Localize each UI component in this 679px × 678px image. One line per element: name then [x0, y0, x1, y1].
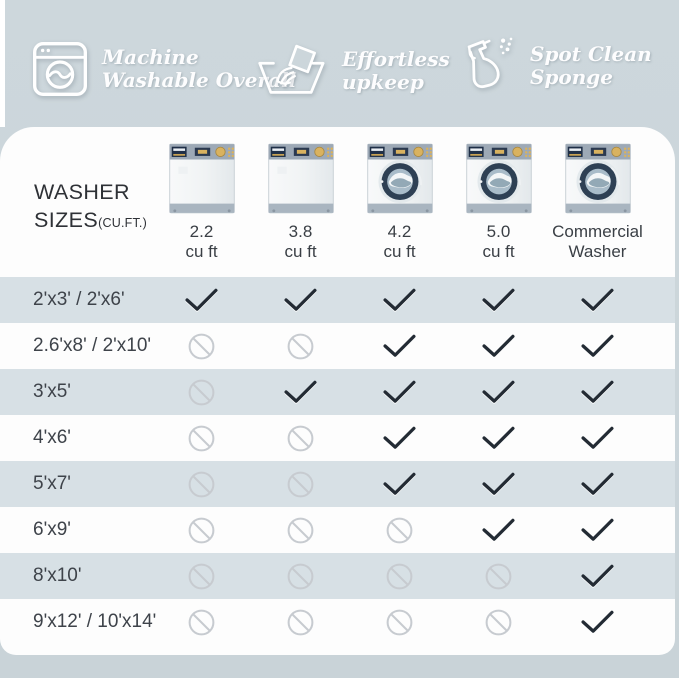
- washer-column: [350, 139, 449, 261]
- cell-compatible: [350, 424, 449, 453]
- cell-not-compatible: [449, 562, 548, 591]
- check-icon: [482, 518, 515, 542]
- washer-column: [251, 139, 350, 261]
- prohibited-icon: [187, 608, 216, 637]
- front-load-washer-icon: [564, 139, 632, 219]
- table-header: [0, 127, 675, 277]
- compatibility-table-card: [0, 127, 675, 655]
- check-icon: [383, 472, 416, 496]
- top-load-washer-icon: [267, 139, 335, 219]
- cell-compatible: [548, 516, 647, 545]
- rug-size-label: 6'x9': [33, 519, 71, 540]
- cell-not-compatible: [449, 608, 548, 637]
- cell-compatible: [449, 378, 548, 407]
- prohibited-icon: [484, 608, 513, 637]
- check-icon: [581, 380, 614, 404]
- cell-compatible: [449, 424, 548, 453]
- cell-compatible: [152, 288, 251, 312]
- cell-not-compatible: [152, 516, 251, 545]
- feature-label: Machine Washable Overall: [102, 45, 297, 92]
- check-icon: [581, 518, 614, 542]
- rug-size-label: 3'x5': [33, 381, 71, 402]
- washer-columns: [152, 139, 647, 261]
- washer-size-label: Commercial Washer: [552, 222, 643, 261]
- check-icon: [383, 334, 416, 358]
- table-row: [0, 599, 675, 645]
- check-icon: [383, 380, 416, 404]
- rug-size-label: 2.6'x8' / 2'x10': [33, 335, 152, 356]
- washer-column: [152, 139, 251, 261]
- prohibited-icon: [286, 424, 315, 453]
- cell-not-compatible: [152, 608, 251, 637]
- cell-compatible: [548, 332, 647, 361]
- rug-size-label: 2'x3' / 2'x6': [33, 289, 125, 310]
- prohibited-icon: [187, 378, 216, 407]
- check-icon: [581, 472, 614, 496]
- check-icon: [581, 564, 614, 588]
- cell-compatible: [548, 288, 647, 312]
- check-icon: [482, 334, 515, 358]
- prohibited-icon: [286, 608, 315, 637]
- washer-size-label: 2.2 cu ft: [185, 222, 218, 261]
- washer-sizes-title: WASHER SIZES(CU.FT.): [34, 180, 147, 232]
- cell-not-compatible: [152, 378, 251, 407]
- cell-not-compatible: [152, 562, 251, 591]
- cell-compatible: [251, 288, 350, 312]
- check-icon: [581, 610, 614, 634]
- check-icon: [581, 426, 614, 450]
- handwash-icon: [258, 42, 330, 100]
- check-icon: [581, 334, 614, 358]
- check-icon: [284, 380, 317, 404]
- cell-compatible: [449, 332, 548, 361]
- prohibited-icon: [385, 608, 414, 637]
- table-row: [0, 323, 675, 369]
- prohibited-icon: [286, 332, 315, 361]
- cell-not-compatible: [350, 516, 449, 545]
- cell-compatible: [350, 470, 449, 499]
- check-icon: [482, 380, 515, 404]
- feature-effortless-upkeep: [258, 42, 450, 100]
- table-row: [0, 461, 675, 507]
- cell-compatible: [548, 424, 647, 453]
- check-icon: [482, 426, 515, 450]
- table-row: [0, 369, 675, 415]
- page-edge-strip: [0, 0, 5, 127]
- feature-spot-clean: [462, 32, 652, 100]
- cell-compatible: [449, 470, 548, 499]
- cell-not-compatible: [251, 332, 350, 361]
- prohibited-icon: [286, 562, 315, 591]
- washer-size-label: 4.2 cu ft: [383, 222, 416, 261]
- prohibited-icon: [286, 516, 315, 545]
- cell-not-compatible: [350, 608, 449, 637]
- washer-column: [449, 139, 548, 261]
- cell-not-compatible: [251, 470, 350, 499]
- prohibited-icon: [385, 516, 414, 545]
- size-rows: [0, 277, 675, 645]
- check-icon: [284, 288, 317, 312]
- feature-label: Spot Clean Sponge: [530, 42, 652, 89]
- table-row: [0, 277, 675, 323]
- check-icon: [383, 288, 416, 312]
- cell-compatible: [548, 562, 647, 591]
- prohibited-icon: [187, 332, 216, 361]
- rug-size-label: 8'x10': [33, 565, 82, 586]
- prohibited-icon: [385, 562, 414, 591]
- cell-compatible: [548, 608, 647, 637]
- cell-not-compatible: [350, 562, 449, 591]
- prohibited-icon: [484, 562, 513, 591]
- rug-size-label: 5'x7': [33, 473, 71, 494]
- rug-size-label: 4'x6': [33, 427, 71, 448]
- feature-label: Effortless upkeep: [342, 47, 450, 94]
- check-icon: [581, 288, 614, 312]
- cell-not-compatible: [152, 470, 251, 499]
- cell-compatible: [350, 288, 449, 312]
- rug-size-label: 9'x12' / 10'x14': [33, 611, 157, 632]
- cell-not-compatible: [152, 424, 251, 453]
- table-row: [0, 507, 675, 553]
- prohibited-icon: [187, 562, 216, 591]
- check-icon: [185, 288, 218, 312]
- prohibited-icon: [187, 516, 216, 545]
- cell-compatible: [251, 378, 350, 407]
- prohibited-icon: [187, 470, 216, 499]
- cell-not-compatible: [251, 424, 350, 453]
- cell-compatible: [548, 470, 647, 499]
- cell-not-compatible: [251, 608, 350, 637]
- top-load-washer-icon: [168, 139, 236, 219]
- check-icon: [383, 426, 416, 450]
- cell-not-compatible: [152, 332, 251, 361]
- check-icon: [482, 472, 515, 496]
- front-load-washer-icon: [465, 139, 533, 219]
- front-load-washer-icon: [366, 139, 434, 219]
- cell-compatible: [449, 288, 548, 312]
- table-row: [0, 415, 675, 461]
- washer-size-label: 5.0 cu ft: [482, 222, 515, 261]
- washing-machine-icon: [30, 38, 90, 100]
- washer-column: [548, 139, 647, 261]
- prohibited-icon: [286, 470, 315, 499]
- prohibited-icon: [187, 424, 216, 453]
- cell-compatible: [350, 332, 449, 361]
- cell-compatible: [449, 516, 548, 545]
- table-row: [0, 553, 675, 599]
- washer-size-label: 3.8 cu ft: [284, 222, 317, 261]
- cuft-suffix: (CU.FT.): [98, 215, 147, 230]
- cell-not-compatible: [251, 516, 350, 545]
- cell-compatible: [548, 378, 647, 407]
- spray-bottle-icon: [462, 32, 518, 100]
- cell-not-compatible: [251, 562, 350, 591]
- feature-machine-washable: [30, 38, 296, 100]
- cell-compatible: [350, 378, 449, 407]
- check-icon: [482, 288, 515, 312]
